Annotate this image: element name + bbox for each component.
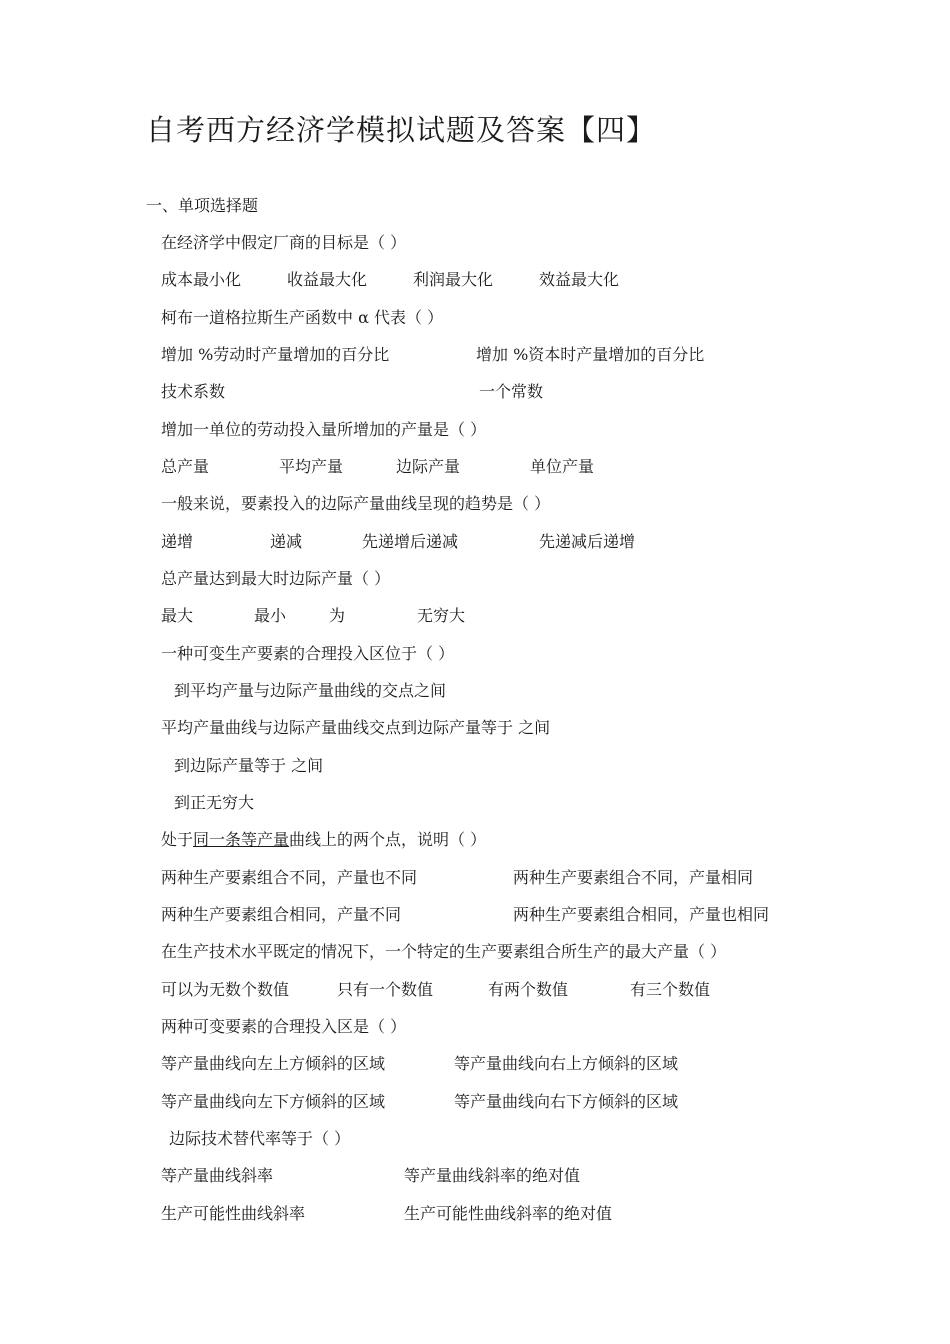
section-heading: 一、单项选择题 — [146, 196, 259, 215]
option-d: 无穷大 — [417, 606, 466, 625]
option-b: 平均产量曲线与边际产量曲线交点到边际产量等于 之间 — [161, 718, 551, 737]
option-b: 收益最大化 — [287, 270, 368, 289]
option-c: 等产量曲线向左下方倾斜的区域 — [161, 1092, 386, 1111]
question-stem: 总产量达到最大时边际产量（ ） — [161, 569, 391, 588]
option-d: 单位产量 — [530, 457, 595, 476]
option-b: 递减 — [270, 532, 303, 551]
option-a: 等产量曲线斜率 — [161, 1166, 274, 1185]
option-a: 成本最小化 — [161, 270, 242, 289]
option-b: 只有一个数值 — [337, 980, 434, 999]
option-a: 等产量曲线向左上方倾斜的区域 — [161, 1054, 386, 1073]
question-stem: 在经济学中假定厂商的目标是（ ） — [161, 233, 407, 252]
option-c: 到边际产量等于 之间 — [174, 756, 324, 775]
option-c: 技术系数 — [161, 382, 226, 401]
question-stem: 一般来说，要素投入的边际产量曲线呈现的趋势是（ ） — [161, 494, 551, 513]
option-a: 最大 — [161, 606, 194, 625]
option-a: 两种生产要素组合不同，产量也不同 — [161, 868, 418, 887]
document-title: 自考西方经济学模拟试题及答案【四】 — [146, 113, 657, 147]
option-d: 一个常数 — [479, 382, 544, 401]
underlined-term: 同一条等产量 — [193, 830, 290, 849]
option-c: 两种生产要素组合相同，产量不同 — [161, 905, 402, 924]
option-d: 等产量曲线向右下方倾斜的区域 — [454, 1092, 679, 1111]
question-stem — [161, 827, 486, 853]
option-b: 最小 — [254, 606, 287, 625]
option-d: 到正无穷大 — [174, 793, 255, 812]
stem-text: 处于 — [161, 830, 194, 849]
question-stem: 一种可变生产要素的合理投入区位于（ ） — [161, 644, 455, 663]
question-stem: 边际技术替代率等于（ ） — [169, 1129, 351, 1148]
option-a: 总产量 — [161, 457, 210, 476]
option-b: 等产量曲线向右上方倾斜的区域 — [454, 1054, 679, 1073]
option-d: 生产可能性曲线斜率的绝对值 — [404, 1204, 613, 1223]
option-d: 效益最大化 — [539, 270, 620, 289]
option-b: 等产量曲线斜率的绝对值 — [404, 1166, 581, 1185]
question-stem: 增加一单位的劳动投入量所增加的产量是（ ） — [161, 420, 487, 439]
question-stem: 在生产技术水平既定的情况下，一个特定的生产要素组合所生产的最大产量（ ） — [161, 942, 727, 961]
option-b: 两种生产要素组合不同，产量相同 — [513, 868, 754, 887]
option-c: 生产可能性曲线斜率 — [161, 1204, 306, 1223]
option-c: 先递增后递减 — [362, 532, 459, 551]
option-a: 递增 — [161, 532, 194, 551]
option-a: 可以为无数个数值 — [161, 980, 290, 999]
option-d: 两种生产要素组合相同，产量也相同 — [513, 905, 770, 924]
option-c: 利润最大化 — [413, 270, 494, 289]
option-a: 增加 %劳动时产量增加的百分比 — [161, 345, 390, 364]
option-b: 平均产量 — [279, 457, 344, 476]
question-stem: 两种可变要素的合理投入区是（ ） — [161, 1017, 407, 1036]
option-c: 边际产量 — [396, 457, 461, 476]
option-c: 为 — [329, 606, 346, 625]
question-stem: 柯布一道格拉斯生产函数中 α 代表（ ） — [161, 308, 444, 327]
option-c: 有两个数值 — [488, 980, 569, 999]
option-b: 增加 %资本时产量增加的百分比 — [476, 345, 705, 364]
option-a: 到平均产量与边际产量曲线的交点之间 — [174, 681, 447, 700]
option-d: 先递减后递增 — [539, 532, 636, 551]
option-d: 有三个数值 — [630, 980, 711, 999]
stem-text: 曲线上的两个点，说明（ ） — [289, 830, 487, 849]
